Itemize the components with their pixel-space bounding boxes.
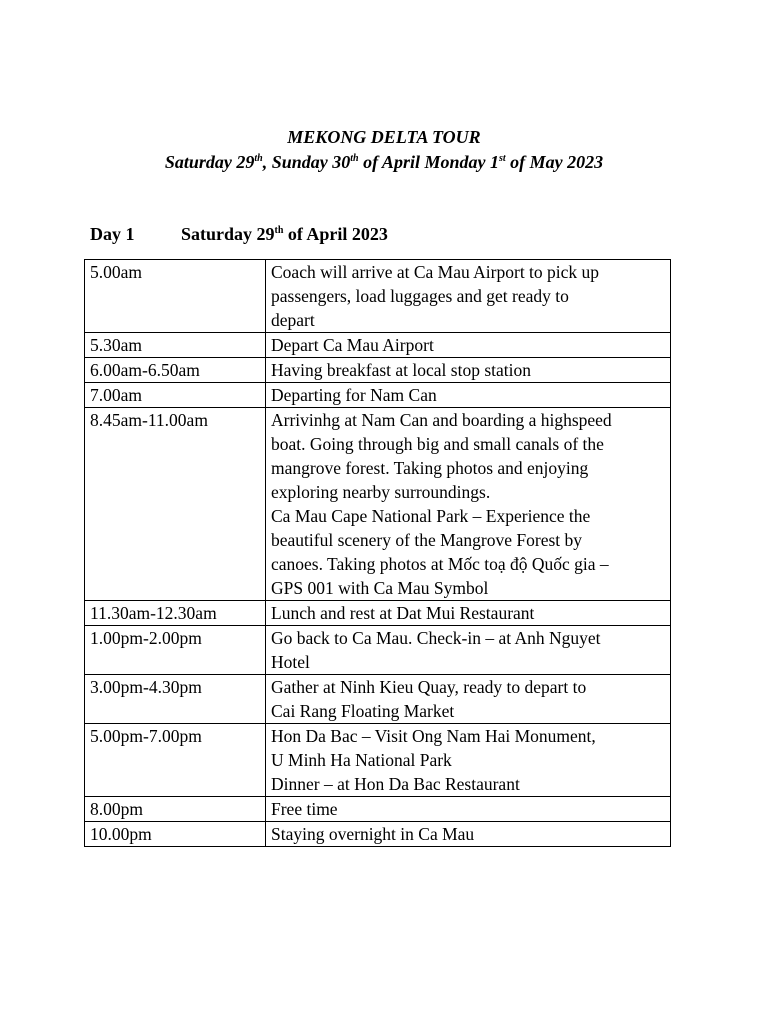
activity-line: GPS 001 with Ca Mau Symbol: [271, 578, 489, 598]
subtitle-superscript: th: [350, 153, 359, 164]
activity-line: exploring nearby surroundings.: [271, 482, 491, 502]
activity-line: Departing for Nam Can: [271, 385, 437, 405]
activity-cell: [266, 260, 671, 333]
activity-line: Staying overnight in Ca Mau: [271, 824, 475, 844]
activity-line: Depart Ca Mau Airport: [271, 335, 434, 355]
activity-cell: [266, 383, 671, 408]
table-row: [85, 260, 671, 333]
activity-cell: [266, 797, 671, 822]
activity-cell: [266, 675, 671, 724]
activity-line: passengers, load luggages and get ready to: [271, 286, 569, 306]
activity-cell: [266, 626, 671, 675]
time-cell: 8.45am-11.00am: [85, 408, 266, 601]
activity-line: Having breakfast at local stop station: [271, 360, 531, 380]
time-cell: 10.00pm: [85, 822, 266, 847]
subtitle-text: , Sunday 30: [262, 152, 351, 172]
day-date-superscript: th: [274, 225, 284, 236]
subtitle-superscript: th: [254, 153, 263, 164]
activity-line: Ca Mau Cape National Park – Experience the: [271, 506, 591, 526]
document-title: MEKONG DELTA TOUR: [287, 127, 481, 147]
table-row: [85, 358, 671, 383]
table-row: [85, 675, 671, 724]
subtitle-text: of April Monday 1: [358, 152, 499, 172]
subtitle-superscript: st: [498, 153, 506, 164]
activity-line: Gather at Ninh Kieu Quay, ready to depart to: [271, 677, 587, 697]
table-row: [85, 601, 671, 626]
time-cell: 7.00am: [85, 383, 266, 408]
activity-line: mangrove forest. Taking photos and enjoying: [271, 458, 589, 478]
schedule-table-body: [85, 260, 671, 847]
activity-line: Free time: [271, 799, 338, 819]
activity-line: Hon Da Bac – Visit Ong Nam Hai Monument,: [271, 726, 596, 746]
document-subtitle: [0, 151, 768, 173]
activity-line: depart: [271, 310, 315, 330]
table-row: [85, 724, 671, 797]
day-date-text: Saturday 29: [181, 224, 275, 244]
schedule-table: [84, 259, 671, 847]
subtitle-text: of May 2023: [505, 152, 604, 172]
activity-line: Cai Rang Floating Market: [271, 701, 455, 721]
time-cell: 1.00pm-2.00pm: [85, 626, 266, 675]
day-label: Day 1: [90, 224, 135, 244]
activity-cell: [266, 333, 671, 358]
table-row: [85, 626, 671, 675]
activity-cell: [266, 724, 671, 797]
activity-line: Go back to Ca Mau. Check-in – at Anh Nguyet: [271, 628, 601, 648]
activity-line: beautiful scenery of the Mangrove Forest by: [271, 530, 583, 550]
time-cell: 6.00am-6.50am: [85, 358, 266, 383]
time-cell: 3.00pm-4.30pm: [85, 675, 266, 724]
time-cell: 5.00am: [85, 260, 266, 333]
day-heading: [90, 223, 388, 245]
activity-cell: [266, 601, 671, 626]
activity-line: canoes. Taking photos at Mốc toạ độ Quốc gia –: [271, 554, 609, 574]
day-date-text: of April 2023: [283, 224, 388, 244]
time-cell: 5.00pm-7.00pm: [85, 724, 266, 797]
activity-line: Dinner – at Hon Da Bac Restaurant: [271, 774, 520, 794]
activity-line: Lunch and rest at Dat Mui Restaurant: [271, 603, 535, 623]
table-row: [85, 408, 671, 601]
activity-cell: [266, 358, 671, 383]
day-date: [181, 224, 388, 244]
table-row: [85, 822, 671, 847]
table-row: [85, 797, 671, 822]
table-row: [85, 333, 671, 358]
subtitle-text: Saturday 29: [164, 152, 255, 172]
time-cell: 11.30am-12.30am: [85, 601, 266, 626]
activity-cell: [266, 408, 671, 601]
time-cell: 8.00pm: [85, 797, 266, 822]
activity-line: boat. Going through big and small canals of the: [271, 434, 604, 454]
time-cell: 5.30am: [85, 333, 266, 358]
activity-line: U Minh Ha National Park: [271, 750, 452, 770]
activity-cell: [266, 822, 671, 847]
table-row: [85, 383, 671, 408]
activity-line: Coach will arrive at Ca Mau Airport to pick up: [271, 262, 600, 282]
activity-line: Arrivinhg at Nam Can and boarding a highspeed: [271, 410, 612, 430]
activity-line: Hotel: [271, 652, 310, 672]
